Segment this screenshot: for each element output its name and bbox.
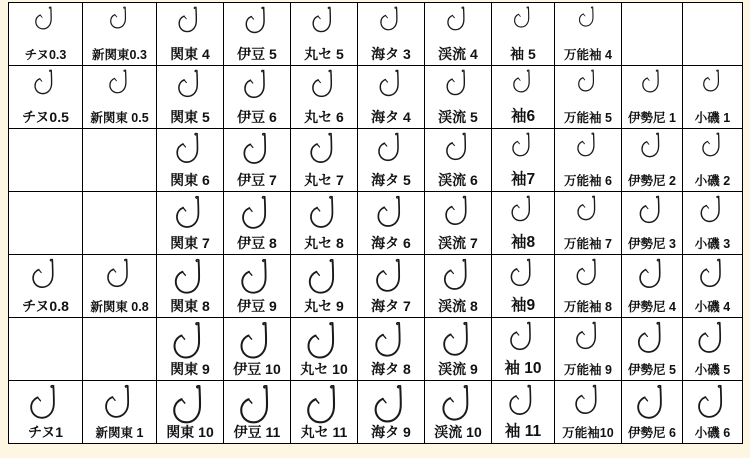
hook-cell [224, 381, 291, 444]
hook-cell [224, 192, 291, 255]
fish-hook-icon [358, 258, 424, 296]
hook-size-label: 関東 4 [170, 46, 210, 63]
fish-hook-icon [492, 195, 554, 233]
hook-cell [555, 129, 622, 192]
table-row [9, 66, 743, 129]
fish-hook-icon [555, 69, 621, 107]
fish-hook-icon [555, 195, 621, 233]
hook-size-label: 万能袖 7 [564, 236, 612, 251]
hook-size-label: 万能袖 8 [564, 299, 612, 314]
hook-size-label: 袖7 [510, 170, 536, 188]
fish-hook-icon [224, 258, 290, 296]
fish-hook-icon [425, 69, 491, 107]
fish-hook-icon [291, 132, 357, 170]
fish-hook-icon [622, 195, 682, 233]
hook-size-label: 渓流 10 [434, 424, 482, 441]
hook-size-label: チヌ1 [27, 424, 64, 441]
hook-cell [555, 381, 622, 444]
fish-hook-icon [157, 258, 223, 296]
hook-size-label: チヌ0.5 [22, 109, 69, 126]
fish-hook-icon [683, 195, 742, 233]
hook-cell [683, 192, 743, 255]
hook-size-label: 伊豆 9 [237, 298, 277, 315]
hook-size-label: 渓流 4 [438, 46, 478, 63]
hook-size-label: 伊豆 8 [237, 235, 277, 252]
fish-hook-icon [83, 69, 156, 107]
hook-size-label: 関東 5 [170, 109, 210, 126]
hook-cell [224, 255, 291, 318]
hook-cell [622, 255, 683, 318]
hook-size-label: 新関東 1 [95, 425, 144, 440]
fish-hook-icon [622, 321, 682, 359]
hook-size-label: 海タ 3 [371, 46, 411, 63]
hook-cell [555, 255, 622, 318]
fish-hook-icon [492, 258, 554, 296]
hook-size-label: 丸セ 11 [300, 424, 348, 441]
hook-size-label: 新関東 0.5 [90, 110, 149, 125]
hook-cell [425, 381, 492, 444]
hook-cell [224, 3, 291, 66]
fish-hook-icon [622, 384, 682, 422]
hook-cell [224, 129, 291, 192]
fish-hook-icon [622, 132, 682, 170]
fish-hook-icon [555, 321, 621, 359]
hook-cell [83, 255, 157, 318]
fish-hook-icon [622, 69, 682, 107]
fish-hook-icon [555, 6, 621, 44]
fish-hook-icon [425, 132, 491, 170]
hook-cell [358, 192, 425, 255]
hook-size-label: 関東 8 [170, 298, 210, 315]
hook-size-label: 渓流 5 [438, 109, 478, 126]
hook-size-label: 伊勢尼 4 [628, 299, 676, 314]
fish-hook-icon [358, 384, 424, 422]
hook-cell [291, 129, 358, 192]
table-row [9, 318, 743, 381]
hook-size-label: 丸セ 5 [304, 46, 344, 63]
hook-size-label: 伊豆 5 [237, 46, 277, 63]
hook-size-label: チヌ0.8 [22, 298, 69, 315]
hook-size-label: 海タ 5 [371, 172, 411, 189]
hook-cell [622, 381, 683, 444]
hook-cell [358, 129, 425, 192]
hook-size-label: チヌ0.3 [24, 47, 67, 62]
hook-cell [157, 318, 224, 381]
fish-hook-icon [291, 69, 357, 107]
fish-hook-icon [157, 321, 223, 359]
hook-cell [492, 318, 555, 381]
fish-hook-icon [555, 384, 621, 422]
fish-hook-icon [291, 384, 357, 422]
hook-size-label: 万能袖 4 [564, 47, 612, 62]
fish-hook-icon [83, 6, 156, 44]
fish-hook-icon [224, 69, 290, 107]
hook-cell [683, 129, 743, 192]
hook-size-label: 丸セ 9 [304, 298, 344, 315]
hook-cell [425, 192, 492, 255]
hook-size-label: 渓流 9 [438, 361, 478, 378]
hook-cell [358, 66, 425, 129]
fish-hook-icon [291, 195, 357, 233]
hook-table-body [9, 3, 743, 444]
hook-cell [622, 129, 683, 192]
hook-size-label: 伊豆 11 [233, 424, 281, 441]
fish-hook-icon [9, 384, 82, 422]
hook-size-label: 伊勢尼 1 [628, 110, 676, 125]
hook-size-label: 関東 7 [170, 235, 210, 252]
hook-cell [83, 66, 157, 129]
empty-cell [83, 318, 157, 381]
hook-cell [83, 381, 157, 444]
hook-size-label: 小磯 2 [694, 173, 731, 188]
hook-size-label: 海タ 4 [371, 109, 411, 126]
hook-cell [358, 3, 425, 66]
hook-size-label: 万能袖10 [562, 425, 614, 440]
hook-cell [9, 381, 83, 444]
fish-hook-icon [683, 132, 742, 170]
fish-hook-icon [291, 321, 357, 359]
hook-size-label: 丸セ 6 [304, 109, 344, 126]
hook-cell [555, 66, 622, 129]
fish-hook-icon [224, 195, 290, 233]
fish-hook-icon [9, 6, 82, 44]
hook-size-label: 新関東 0.8 [90, 299, 149, 314]
hook-size-label: 渓流 7 [438, 235, 478, 252]
hook-cell [9, 66, 83, 129]
fish-hook-icon [358, 321, 424, 359]
hook-size-label: 小磯 4 [694, 299, 731, 314]
fish-hook-icon [157, 195, 223, 233]
table-row [9, 3, 743, 66]
fish-hook-icon [492, 321, 554, 359]
fish-hook-icon [555, 258, 621, 296]
hook-size-label: 新関東0.3 [92, 47, 147, 62]
hook-cell [9, 3, 83, 66]
hook-size-label: 海タ 8 [371, 361, 411, 378]
hook-cell [291, 66, 358, 129]
fish-hook-icon [157, 384, 223, 422]
fish-hook-icon [683, 69, 742, 107]
hook-cell [683, 381, 743, 444]
fish-hook-icon [157, 132, 223, 170]
hook-cell [492, 129, 555, 192]
hook-cell [492, 66, 555, 129]
hook-size-label: 関東 10 [166, 424, 214, 441]
hook-cell [224, 66, 291, 129]
fish-hook-icon [83, 258, 156, 296]
hook-size-label: 袖 5 [510, 46, 536, 63]
empty-cell [9, 318, 83, 381]
hook-cell [157, 66, 224, 129]
hook-size-table [8, 2, 743, 444]
hook-cell [291, 318, 358, 381]
fish-hook-icon [83, 384, 156, 422]
hook-size-label: 伊豆 6 [237, 109, 277, 126]
empty-cell [83, 129, 157, 192]
fish-hook-icon [291, 258, 357, 296]
hook-cell [555, 318, 622, 381]
hook-cell [425, 66, 492, 129]
hook-size-label: 渓流 6 [438, 172, 478, 189]
fish-hook-icon [224, 384, 290, 422]
hook-cell [683, 318, 743, 381]
hook-size-label: 伊勢尼 5 [628, 362, 676, 377]
hook-size-label: 万能袖 6 [564, 173, 612, 188]
hook-cell [425, 255, 492, 318]
hook-cell [291, 192, 358, 255]
table-row [9, 192, 743, 255]
hook-cell [555, 3, 622, 66]
hook-cell [555, 192, 622, 255]
fish-hook-icon [358, 132, 424, 170]
hook-size-label: 関東 9 [170, 361, 210, 378]
empty-cell [9, 192, 83, 255]
hook-cell [683, 66, 743, 129]
hook-size-label: 海タ 6 [371, 235, 411, 252]
hook-size-label: 袖9 [510, 296, 536, 314]
fish-hook-icon [425, 258, 491, 296]
hook-cell [157, 381, 224, 444]
hook-cell [157, 129, 224, 192]
hook-size-label: 伊勢尼 6 [628, 425, 676, 440]
hook-size-label: 小磯 1 [694, 110, 731, 125]
fish-hook-icon [9, 258, 82, 296]
fish-hook-icon [683, 384, 742, 422]
fish-hook-icon [9, 69, 82, 107]
fish-hook-icon [492, 6, 554, 44]
hook-size-label: 小磯 5 [694, 362, 731, 377]
hook-size-label: 海タ 9 [371, 424, 411, 441]
hook-size-label: 伊豆 7 [237, 172, 277, 189]
fish-hook-icon [492, 69, 554, 107]
fish-hook-icon [425, 195, 491, 233]
fish-hook-icon [425, 321, 491, 359]
hook-size-label: 丸セ 7 [304, 172, 344, 189]
hook-cell [291, 381, 358, 444]
hook-cell [157, 3, 224, 66]
fish-hook-icon [224, 6, 290, 44]
hook-cell [622, 318, 683, 381]
hook-cell [492, 255, 555, 318]
fish-hook-icon [358, 195, 424, 233]
fish-hook-icon [683, 321, 742, 359]
empty-cell [683, 3, 743, 66]
fish-hook-icon [555, 132, 621, 170]
hook-size-label: 伊勢尼 3 [628, 236, 676, 251]
fish-hook-icon [291, 6, 357, 44]
hook-cell [291, 255, 358, 318]
fish-hook-icon [157, 69, 223, 107]
hook-size-label: 海タ 7 [371, 298, 411, 315]
fish-hook-icon [425, 384, 491, 422]
empty-cell [83, 192, 157, 255]
hook-cell [425, 129, 492, 192]
fish-hook-icon [622, 258, 682, 296]
hook-size-label: 袖 10 [504, 359, 542, 377]
table-row [9, 129, 743, 192]
hook-cell [83, 3, 157, 66]
hook-size-label: 伊豆 10 [233, 361, 281, 378]
hook-size-label: 小磯 3 [694, 236, 731, 251]
hook-cell [492, 381, 555, 444]
hook-cell [157, 192, 224, 255]
hook-cell [622, 192, 683, 255]
hook-cell [425, 318, 492, 381]
fish-hook-icon [358, 6, 424, 44]
hook-size-label: 袖 11 [504, 422, 542, 440]
table-row [9, 381, 743, 444]
fish-hook-icon [425, 6, 491, 44]
hook-size-label: 袖8 [510, 233, 536, 251]
empty-cell [622, 3, 683, 66]
fish-hook-icon [224, 321, 290, 359]
hook-size-label: 関東 6 [170, 172, 210, 189]
hook-size-label: 伊勢尼 2 [628, 173, 676, 188]
fish-hook-icon [224, 132, 290, 170]
hook-size-label: 丸セ 10 [300, 361, 348, 378]
hook-cell [9, 255, 83, 318]
hook-cell [358, 381, 425, 444]
hook-size-label: 小磯 6 [694, 425, 731, 440]
hook-size-label: 万能袖 5 [564, 110, 612, 125]
hook-cell [358, 255, 425, 318]
hook-size-label: 万能袖 9 [564, 362, 612, 377]
hook-cell [425, 3, 492, 66]
fish-hook-icon [358, 69, 424, 107]
hook-cell [291, 3, 358, 66]
table-row [9, 255, 743, 318]
hook-cell [157, 255, 224, 318]
fish-hook-icon [492, 132, 554, 170]
hook-size-label: 渓流 8 [438, 298, 478, 315]
hook-cell [358, 318, 425, 381]
hook-size-label: 丸セ 8 [304, 235, 344, 252]
fish-hook-icon [683, 258, 742, 296]
hook-cell [492, 3, 555, 66]
hook-cell [622, 66, 683, 129]
hook-cell [224, 318, 291, 381]
hook-size-label: 袖6 [510, 107, 536, 125]
hook-cell [492, 192, 555, 255]
empty-cell [9, 129, 83, 192]
hook-cell [683, 255, 743, 318]
fish-hook-icon [157, 6, 223, 44]
fish-hook-icon [492, 384, 554, 422]
